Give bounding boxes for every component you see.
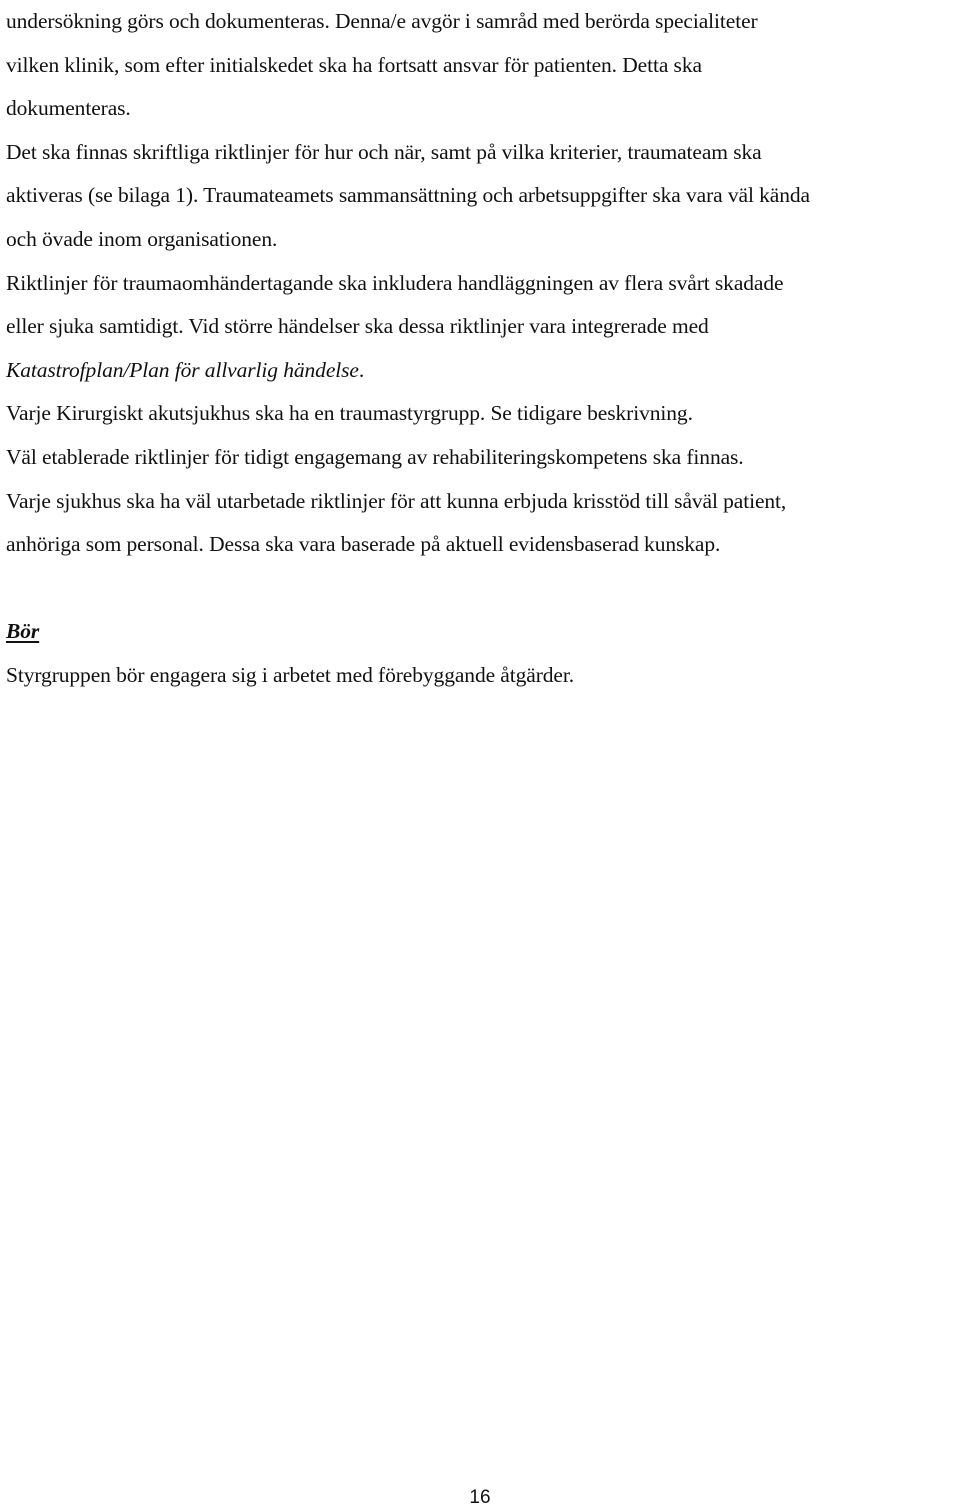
text-line: Det ska finnas skriftliga riktlinjer för hur och när, samt på vilka kriterier, traumateam ska xyxy=(6,139,762,164)
plan-title-suffix: . xyxy=(358,357,365,382)
text-line: undersökning görs och dokumenteras. Denna/e avgör i samråd med berörda specialiteter xyxy=(6,9,758,33)
text-line: Varje Kirurgiskt akutsjukhus ska ha en traumastyrgrupp. Se tidigare beskrivning. xyxy=(6,401,693,426)
document-body xyxy=(6,0,958,698)
text-line: Väl etablerade riktlinjer för tidigt engagemang av rehabiliteringskompetens ska finnas. xyxy=(6,444,744,469)
section-text: Styrgruppen bör engagera sig i arbetet med förebyggande åtgärder. xyxy=(6,662,575,687)
text-line: dokumenteras. xyxy=(6,96,131,121)
text-line: Varje sjukhus ska ha väl utarbetade riktlinjer för att kunna erbjuda krisstöd till såväl patient, xyxy=(6,488,787,513)
text-line: eller sjuka samtidigt. Vid större händelser ska dessa riktlinjer vara integrerade med xyxy=(6,314,709,339)
page-number: 16 xyxy=(469,1487,491,1508)
plan-title-italic: Katastrofplan/Plan för allvarlig händelse xyxy=(6,357,359,382)
italic-text-line xyxy=(6,349,958,393)
text-line: vilken klinik, som efter initialskedet ska ha fortsatt ansvar för patienten. Detta ska xyxy=(6,52,702,77)
text-line: aktiveras (se bilaga 1). Traumateamets sammansättning och arbetsuppgifter ska vara väl kända xyxy=(6,183,810,208)
text-line: anhöriga som personal. Dessa ska vara baserade på aktuell evidensbaserad kunskap. xyxy=(6,532,721,557)
text-line: Riktlinjer för traumaomhändertagande ska inkludera handläggningen av flera svårt skadade xyxy=(6,270,784,295)
text-line: och övade inom organisationen. xyxy=(6,226,278,251)
section-heading: Bör xyxy=(6,619,40,644)
